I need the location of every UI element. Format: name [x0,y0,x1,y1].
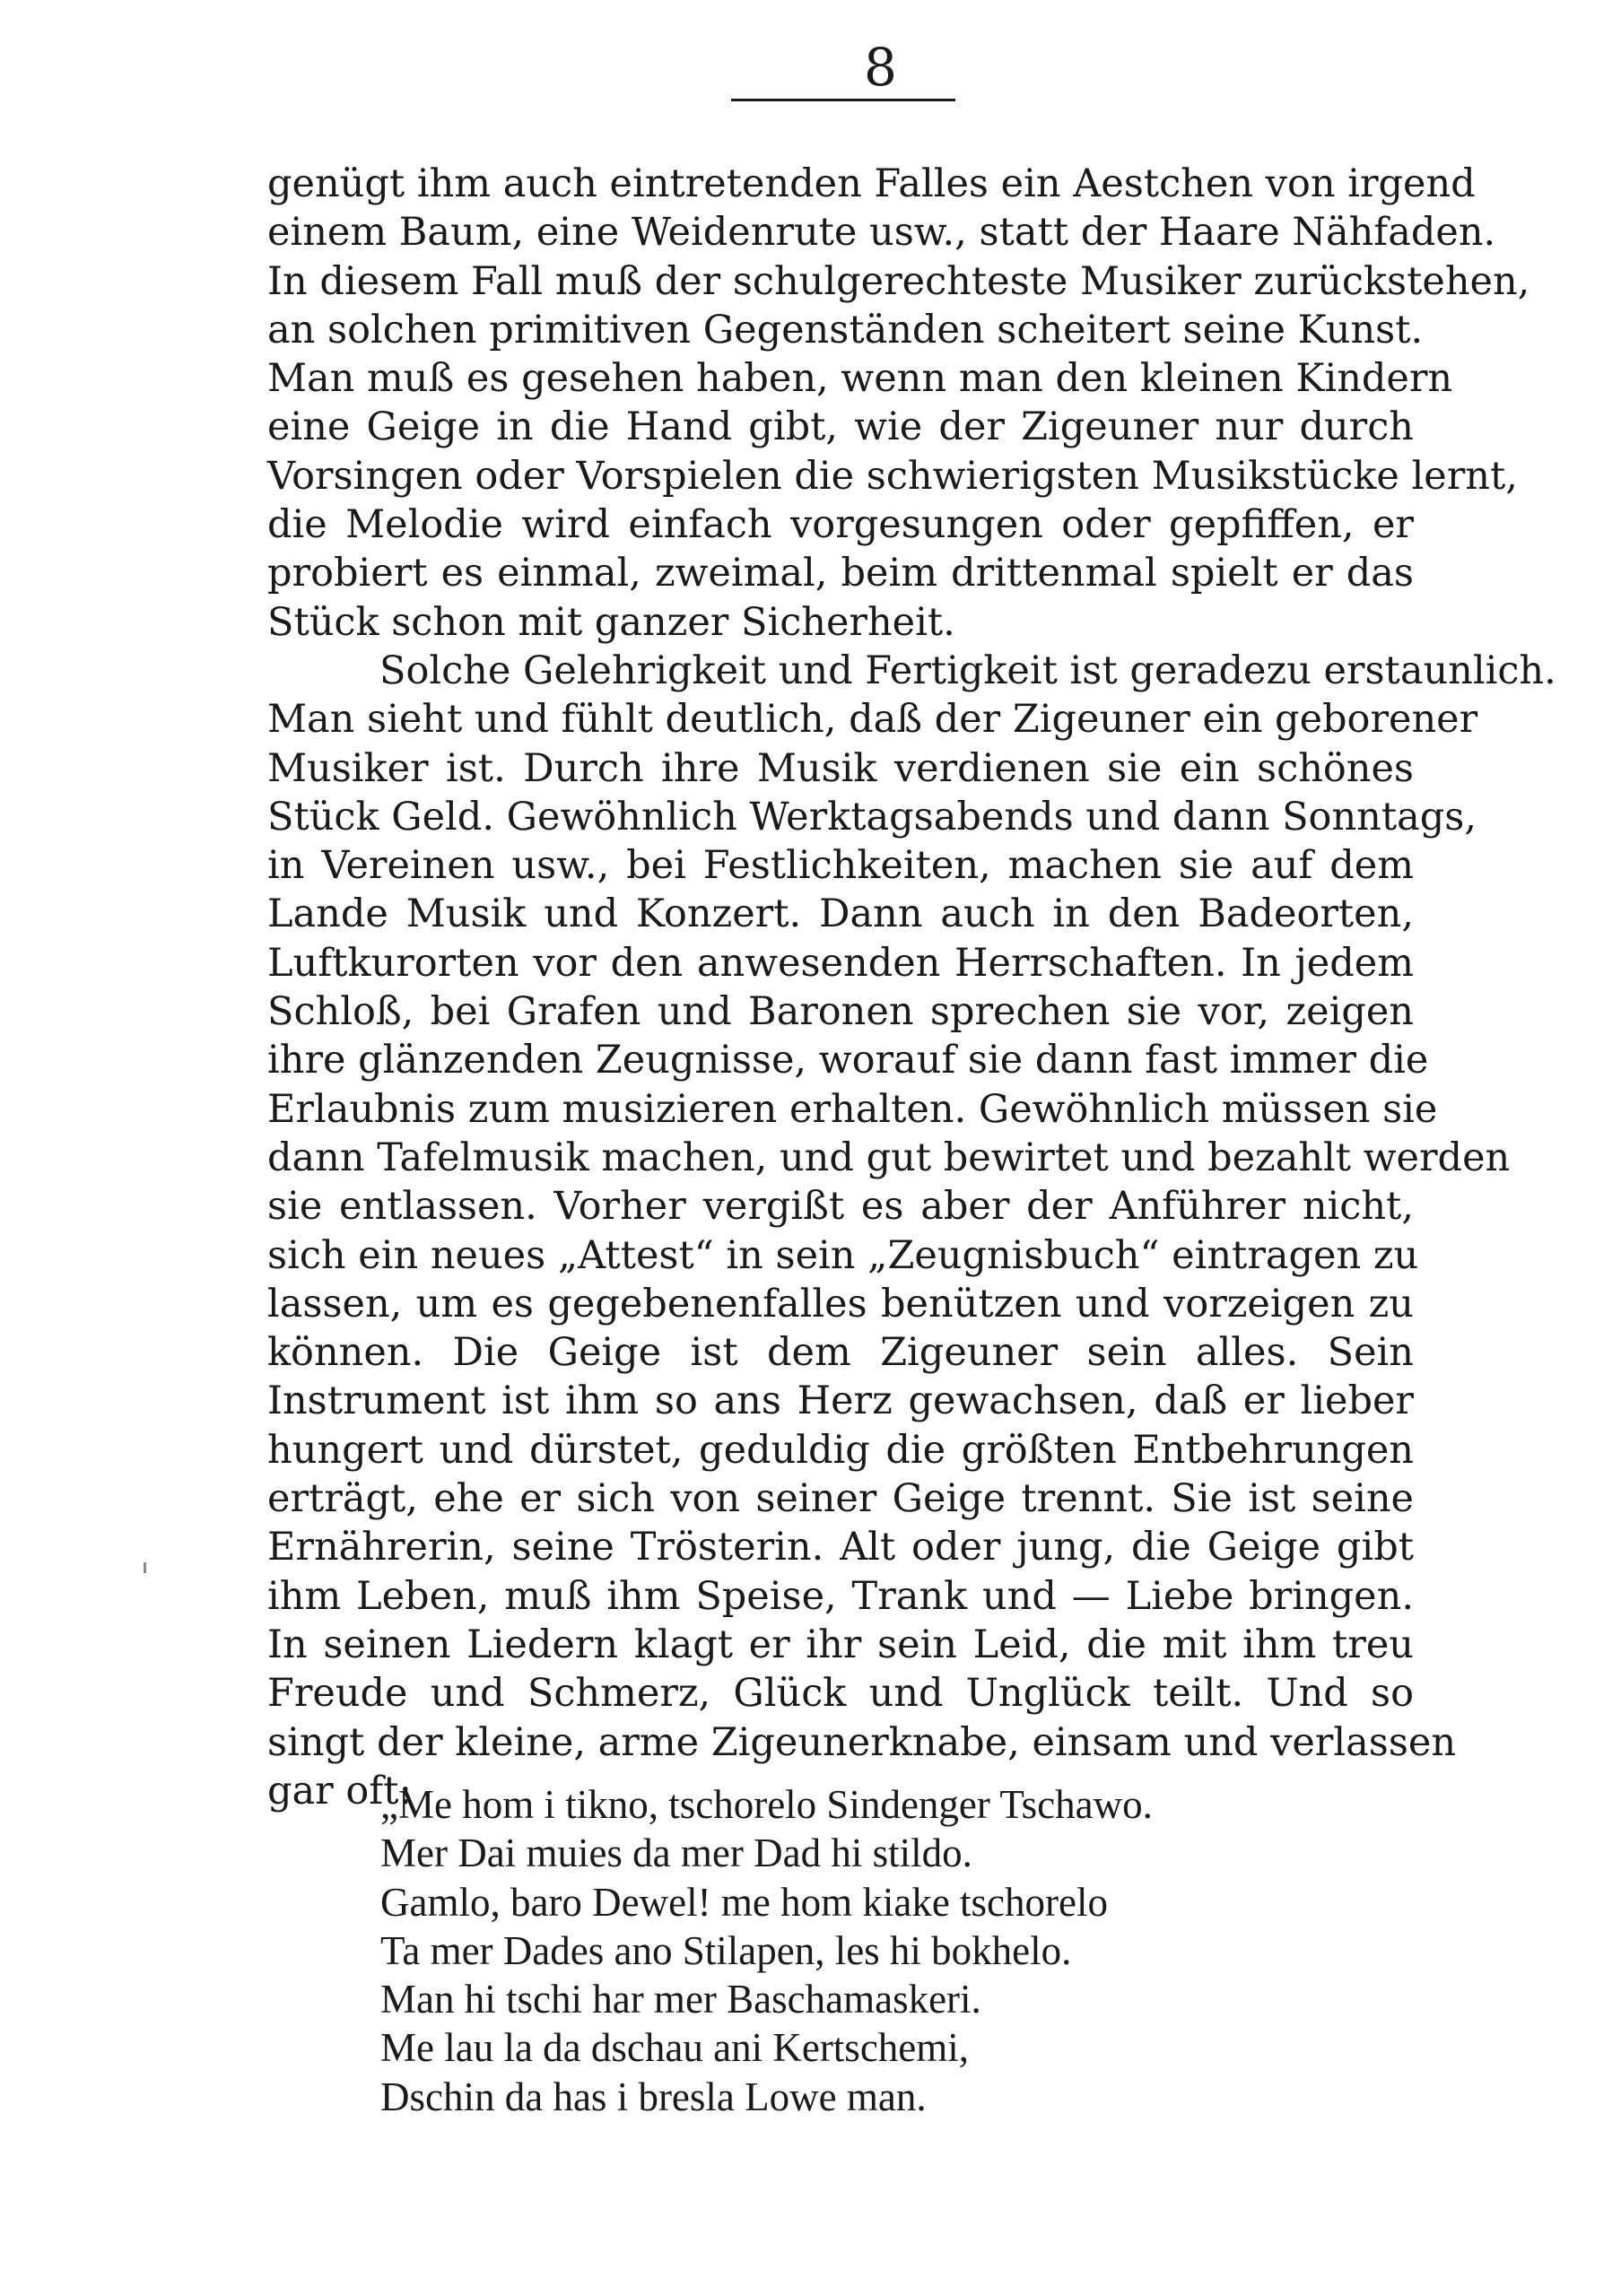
text-line: können. Die Geige ist dem Zigeuner sein alles. Sein [267,1330,1414,1376]
verse-line: Gamlo, baro Dewel! me hom kiake tschorelo [380,1879,1108,1925]
verse-line: Dschin da has i bresla Lowe man. [380,2074,927,2119]
verse-line: Man hi tschi har mer Baschamaskeri. [380,1977,981,2022]
text-line: Man muß es gesehen haben, wenn man den kleinen Kindern [267,356,1453,402]
text-line: singt der kleine, arme Zigeunerknabe, einsam und verlassen [267,1719,1457,1765]
text-line: dann Tafelmusik machen, und gut bewirtet und bezahlt werden [267,1135,1511,1180]
paragraphs [267,160,1556,1815]
text-line: Freude und Schmerz, Glück und Unglück teilt. Und so [267,1671,1414,1717]
text-line: Vorsingen oder Vorspielen die schwierigsten Musikstücke lernt, [267,453,1518,499]
text-line: In diesem Fall muß der schulgerechteste Musiker zurückstehen, [267,258,1530,304]
text-line: ihre glänzenden Zeugnisse, worauf sie dann fast immer die [267,1038,1429,1083]
text-line: Musiker ist. Durch ihre Musik verdienen sie ein schönes [267,745,1414,791]
verse-line: Mer Dai muies da mer Dad hi stildo. [380,1831,972,1876]
text-line: lassen, um es gegebenenfalles benützen und vorzeigen zu [267,1281,1414,1326]
text-line: Solche Gelehrigkeit und Fertigkeit ist geradezu erstaunlich. [379,648,1556,693]
verse-line: Ta mer Dades ano Stilapen, les hi bokhelo. [380,1927,1072,1973]
text-line: Lande Musik und Konzert. Dann auch in den Badeorten, [267,891,1414,937]
page-number-rule [731,99,955,101]
text-line: Luftkurorten vor den anwesenden Herrschaften. In jedem [267,940,1414,986]
text-line: sie entlassen. Vorher vergißt es aber der Anführer nicht, [267,1184,1414,1230]
text-line: gar oft: [267,1768,412,1813]
verse [380,1780,1153,2121]
page-number: 8 [864,37,897,98]
text-line: Instrument ist ihm so ans Herz gewachsen, daß er lieber [267,1378,1414,1424]
body-text [267,160,1556,1815]
text-line: Man sieht und fühlt deutlich, daß der Zigeuner ein geborener [267,697,1478,743]
text-line: In seinen Liedern klagt er ihr sein Leid, die mit ihm treu [267,1622,1414,1667]
text-line: hungert und dürstet, geduldig die größten Entbehrungen [267,1427,1414,1473]
verse-line: „Me hom i tikno, tschorelo Sindenger Tschawo. [380,1782,1153,1827]
text-line: Schloß, bei Grafen und Baronen sprechen sie vor, zeigen [267,989,1414,1035]
text-line: erträgt, ehe er sich von seiner Geige trennt. Sie ist seine [267,1476,1414,1522]
text-line: genügt ihm auch eintretenden Falles ein Aestchen von irgend [267,161,1476,206]
text-line: Ernährerin, seine Trösterin. Alt oder jung, die Geige gibt [267,1525,1414,1570]
text-line: sich ein neues „Attest“ in sein „Zeugnisbuch“ eintragen zu [267,1232,1419,1278]
text-line: ihm Leben, muß ihm Speise, Trank und — Liebe bringen. [267,1573,1414,1619]
text-line: probiert es einmal, zweimal, beim drittenmal spielt er das [267,551,1414,596]
text-line: in Vereinen usw., bei Festlichkeiten, machen sie auf dem [267,843,1414,889]
text-line: Stück Geld. Gewöhnlich Werktagsabends und dann Sonntags, [267,794,1477,839]
text-line: Stück schon mit ganzer Sicherheit. [267,599,955,645]
text-line: die Melodie wird einfach vorgesungen oder gepfiffen, er [267,502,1414,548]
text-line: an solchen primitiven Gegenständen scheitert seine Kunst. [267,307,1424,352]
margin-speck [144,1562,146,1573]
text-line: einem Baum, eine Weidenrute usw., statt der Haare Nähfaden. [267,210,1496,256]
text-line: eine Geige in die Hand gibt, wie der Zigeuner nur durch [267,404,1414,450]
text-line: Erlaubnis zum musizieren erhalten. Gewöhnlich müssen sie [267,1086,1438,1132]
verse-line: Me lau la da dschau ani Kertschemi, [380,2025,970,2071]
